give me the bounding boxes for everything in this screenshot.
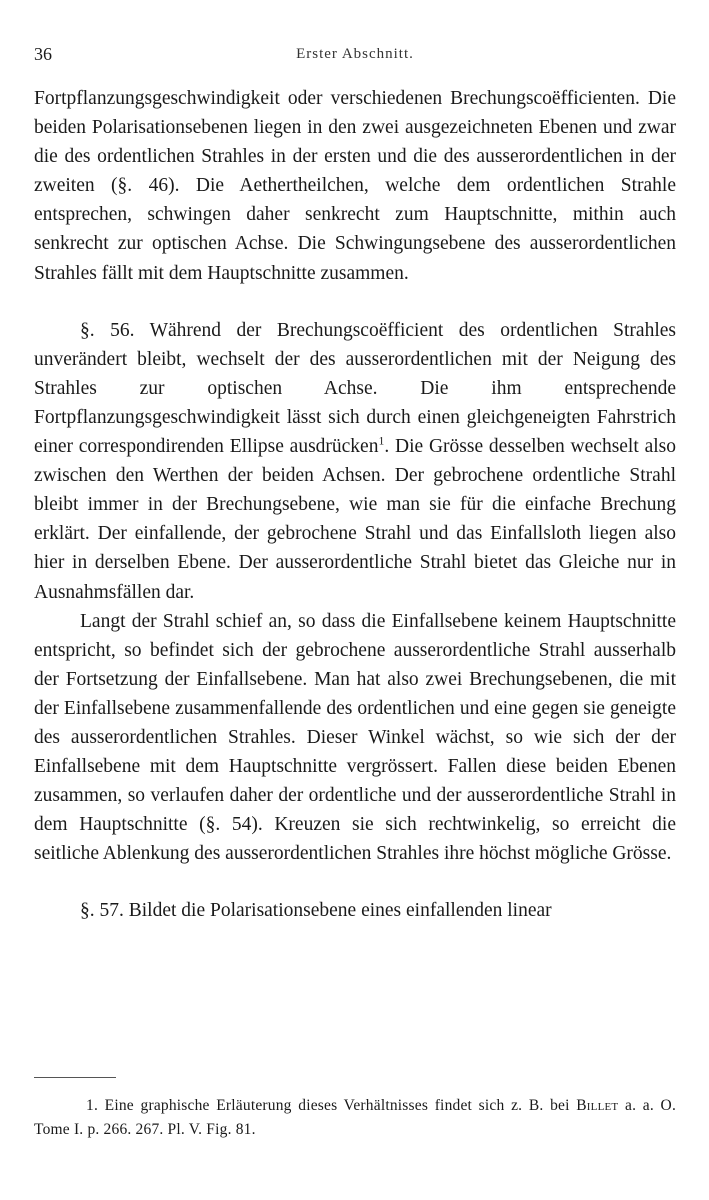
footnote-text: [34, 1094, 676, 1142]
paragraph-section-57: §. 57. Bildet die Polarisationsebene eines einfallenden linear: [80, 900, 552, 922]
footnote-author: Billet: [576, 1097, 619, 1114]
footnote-divider: [34, 1077, 116, 1078]
footnote: [34, 1094, 676, 1142]
paragraph-section-56: [34, 316, 676, 607]
paragraph-text-continued: . Die Grösse desselben wechselt also zwischen den Werthen der beiden Achsen. Der gebrochene ordentliche Strahl bleibt immer in der Brechungsebene, wie man sie für die einfache Brechung erklärt. Der einfallende, der gebrochene Strahl und das Einfallsloth liegen also hier in derselben Ebene. Der ausserordentliche Strahl bietet das Gleiche nur in Ausnahmsfällen dar.: [34, 436, 676, 603]
footnote-number: 1.: [86, 1097, 99, 1114]
footnote-citation: a. a. O. Tome I. p. 266. 267. Pl. V. Fig. 81.: [34, 1097, 677, 1138]
running-head: Erster Abschnitt.: [296, 46, 414, 62]
body-text: [34, 84, 676, 926]
footnote-body: Eine graphische Erläuterung dieses Verhältnisses findet sich z. B. bei: [104, 1097, 570, 1114]
page-number: 36: [34, 44, 52, 64]
paragraph-continuation: Fortpflanzungsgeschwindigkeit oder verschiedenen Brechungscoëfficienten. Die beiden Polarisationsebenen liegen in den zwei ausgezeichneten Ebenen und zwar die des ordentlichen Strahles in der ersten und die des ausserordentlichen in der zweiten (§. 46). Die Aethertheilchen, welche dem ordentlichen Strahle entsprechen, schwingen daher senkrecht zum Hauptschnitte, mithin auch senkrecht zur optischen Achse. Die Schwingungsebene des ausserordentlichen Strahles fällt mit dem Hauptschnitte zusammen.: [34, 88, 676, 284]
paragraph-oblique-incidence: Langt der Strahl schief an, so dass die Einfallsebene keinem Hauptschnitte entspricht, so befindet sich der gebrochene ausserordentliche Strahl ausserhalb der Fortsetzung der Einfallsebene. Man hat also zwei Brechungsebenen, die mit der Einfallsebene zusammenfallende des ordentlichen und eine gegen sie geneigte des ausserordentlichen Strahles. Dieser Winkel wächst, so wie sich der der Einfallsebene mit dem Hauptschnitte vergrössert. Fallen diese beiden Ebenen zusammen, so verlaufen daher der ordentliche und der ausserordentliche Strahl in dem Hauptschnitte (§. 54). Kreuzen sie sich rechtwinkelig, so erreicht die seitliche Ablenkung des ausserordentlichen Strahles ihre höchst mögliche Grösse.: [34, 610, 676, 865]
footnote-reference[interactable]: 1: [378, 434, 385, 448]
paragraph-text: §. 56. Während der Brechungscoëfficient des ordentlichen Strahles unverändert bleibt, wechselt der des ausserordentlichen mit der Neigung des Strahles zur optischen Achse. Die ihm entsprechende Fortpflanzungsgeschwindigkeit lässt sich durch einen gleichgeneigten Fahrstrich einer correspondirenden Ellipse ausdrücken: [34, 319, 676, 458]
page-header: [34, 44, 676, 74]
